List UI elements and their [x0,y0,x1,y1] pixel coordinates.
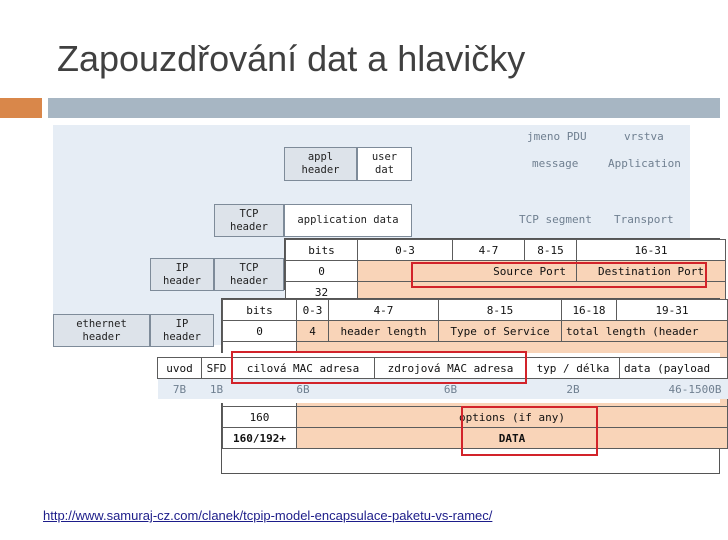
ip-header-box-link: IP header [150,314,214,347]
tcp-header-box-network: TCP header [214,258,284,291]
ip-total-length: total length (header [562,321,728,342]
ip-row-offset-data: 160/192+ [223,428,297,449]
ip-data: DATA [297,428,728,449]
user-data-box: user dat [357,147,412,181]
pdu-column-header: jmeno PDU [527,130,587,143]
tcp-head-bits-4-7: 4-7 [453,240,525,261]
pdu-message: message [532,157,579,170]
ip-head-bits-0-3: 0-3 [297,300,329,321]
ip-head-bits-16-18: 16-18 [562,300,617,321]
layer-transport: Transport [614,213,674,226]
eth-type-length: typ / délka [527,358,620,379]
application-data-box: application data [284,204,412,237]
ip-version: 4 [297,321,329,342]
ethernet-header-box: ethernet header [53,314,150,347]
eth-sfd: SFD [202,358,232,379]
ip-head-bits-8-15: 8-15 [439,300,562,321]
ip-head-bits-19-31: 19-31 [617,300,728,321]
appl-header-box: appl header [284,147,357,181]
ip-header-box-transport: IP header [150,258,214,291]
ip-row-offset-160: 160 [223,407,297,428]
eth-preamble: uvod [158,358,202,379]
eth-payload: data (payload [620,358,728,379]
eth-size-destination-mac: 6B [232,379,375,400]
accent-bar-orange [0,98,42,118]
layer-column-header: vrstva [624,130,664,143]
highlight-ip-addresses [461,406,598,456]
tcp-head-bits-16-31: 16-31 [577,240,726,261]
tcp-header-box: TCP header [214,204,284,237]
tcp-source-port: Source Port [358,261,577,282]
slide-title: Zapouzdřování dat a hlavičky [57,38,526,79]
eth-source-mac: zdrojová MAC adresa [375,358,527,379]
ip-head-bits: bits [223,300,297,321]
tcp-head-bits: bits [286,240,358,261]
tcp-row-offset-0: 0 [286,261,358,282]
eth-destination-mac: cilová MAC adresa [232,358,375,379]
eth-size-preamble: 7B [158,379,202,400]
eth-size-type-length: 2B [527,379,620,400]
tcp-head-bits-0-3: 0-3 [358,240,453,261]
ip-header-length: header length [329,321,439,342]
eth-size-source-mac: 6B [375,379,527,400]
eth-size-payload: 46-1500B [620,379,728,400]
ip-type-of-service: Type of Service [439,321,562,342]
ip-row-offset-0: 0 [223,321,297,342]
ip-options: options (if any) [297,407,728,428]
eth-size-sfd: 1B [202,379,232,400]
pdu-tcp-segment: TCP segment [519,213,592,226]
highlight-ports [411,262,707,288]
tcp-destination-port: Destination Port [577,261,726,282]
accent-bar-gray [48,98,720,118]
ip-head-bits-4-7: 4-7 [329,300,439,321]
tcp-row-offset-32: 32 [286,282,358,303]
tcp-head-bits-8-15: 8-15 [525,240,577,261]
source-link[interactable]: http://www.samuraj-cz.com/clanek/tcpip-model-encapsulace-paketu-vs-ramec/ [43,508,493,523]
highlight-mac-addresses [231,351,527,384]
layer-application: Application [608,157,681,170]
